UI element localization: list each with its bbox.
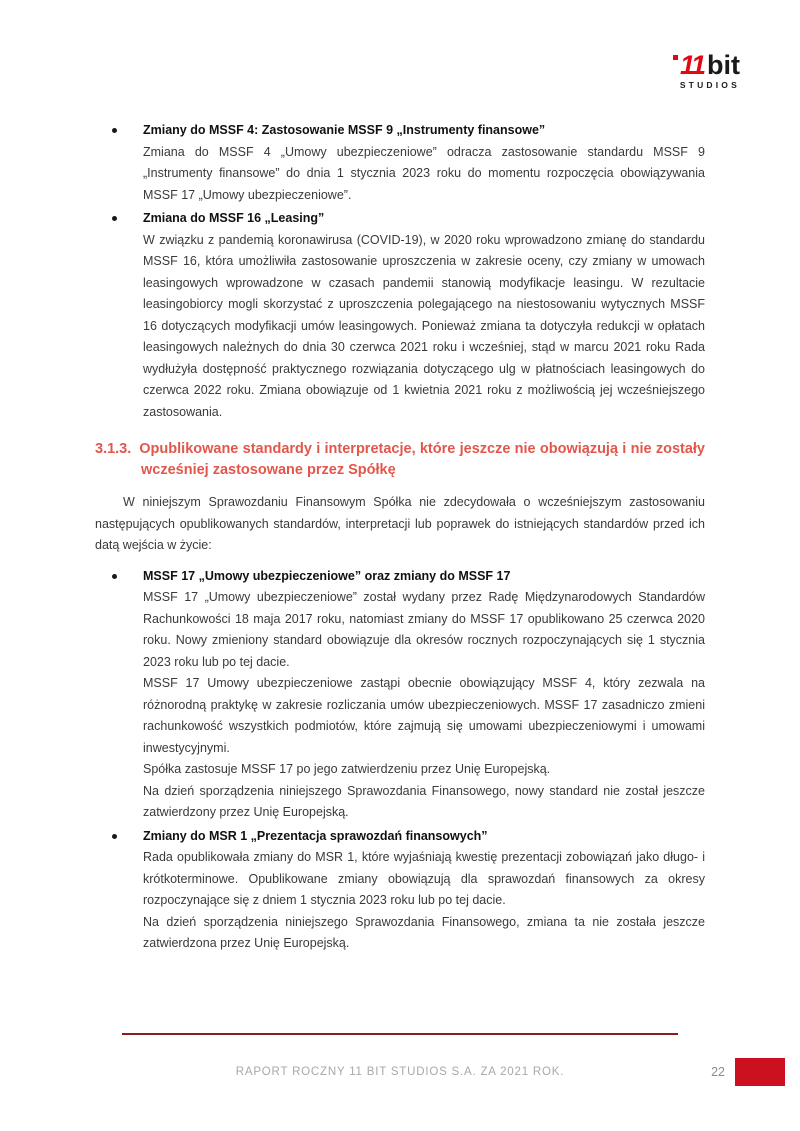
intro-paragraph: W niniejszym Sprawozdaniu Finansowym Spółka nie zdecydowała o wcześniejszym zastosowaniu następujących opublikowanych standardów, interpretacji lub poprawek do istniejących standardów przed ich datą wejścia w życie: (95, 495, 705, 552)
list-item (143, 120, 705, 206)
logo-studios-text: STUDIOS (679, 80, 740, 90)
list-item (143, 826, 705, 955)
section-title: Opublikowane standardy i interpretacje, które jeszcze nie obowiązują i nie zostały wcześniej zastosowane przez Spółkę (139, 441, 705, 478)
footer-row (0, 1057, 800, 1087)
logo-bit-text: bit (707, 50, 740, 80)
footer-accent-block (735, 1058, 785, 1086)
bullet-paragraph: Na dzień sporządzenia niniejszego Sprawozdania Finansowego, nowy standard nie został jeszcze zatwierdzony przez Unię Europejską. (143, 783, 705, 819)
bullet-title: Zmiany do MSSF 4: Zastosowanie MSSF 9 „Instrumenty finansowe” (143, 123, 546, 137)
section-heading (95, 439, 705, 481)
bullet-paragraph: Spółka zastosuje MSSF 17 po jego zatwierdzeniu przez Unię Europejską. (143, 762, 551, 776)
document-content (95, 120, 705, 957)
footer-divider (122, 1033, 678, 1035)
bullet-title: MSSF 17 „Umowy ubezpieczeniowe” oraz zmiany do MSSF 17 (143, 568, 511, 583)
list-item (143, 208, 705, 423)
bullet-paragraph: W związku z pandemią koronawirusa (COVID-19), w 2020 roku wprowadzono zmianę do standardu MSSF 16, która umożliwiła zastosowanie uproszczenia w zakresie oceny, czy zmiany w umowach leasingowych wprowadzone w czasach pandemii stanowią modyfikacje leasingu. W rezultacie leasingobiorcy mogli skorzystać z uproszczenia polegającego na niestosowaniu wytycznych MSSF 16 dotyczących modyfikacji umów leasingowych. Ponieważ zmiana ta dotyczyła redukcji w opłatach leasingowych należnych do dnia 30 czerwca 2021 roku i wcześniej, stąd w marcu 2021 roku Rada wydłużyła dostępność praktycznego rozwiązania dotyczącego ulg w płatnościach leasingowych do czerwca 2022 roku. Zmiana obowiązuje od 1 kwietnia 2021 roku z możliwością jej wcześniejszego zastosowania. (143, 232, 705, 419)
company-logo (673, 52, 740, 90)
logo-11-mark: 11 (673, 52, 704, 79)
list-item (143, 566, 705, 824)
bullet-paragraph: MSSF 17 „Umowy ubezpieczeniowe” został wydany przez Radę Międzynarodowych Standardów Rachunkowości 18 maja 2017 roku, natomiast zmiany do MSSF 17 opublikowano 25 czerwca 2020 roku. Nowy zmieniony standard obowiązuje dla okresów rocznych rozpoczynających się 1 stycznia 2023 roku lub po tej dacie. (143, 590, 705, 669)
bullet-list-top (95, 120, 705, 423)
page-number: 22 (711, 1065, 725, 1079)
bullet-paragraph: Rada opublikowała zmiany do MSR 1, które wyjaśniają kwestię prezentacji zobowiązań jako długo- i krótkoterminowe. Opublikowane zmiany obowiązują dla sprawozdań finansowych za okresy rozpoczynające się z dniem 1 stycznia 2023 roku lub po tej dacie. (143, 850, 705, 907)
bullet-title: Zmiana do MSSF 16 „Leasing” (143, 211, 325, 225)
logo-wordmark (673, 52, 740, 79)
section-number: 3.1.3. (95, 441, 132, 457)
bullet-paragraph: Zmiana do MSSF 4 „Umowy ubezpieczeniowe” odracza zastosowanie standardu MSSF 9 „Instrumenty finansowe” do dnia 1 stycznia 2023 roku do momentu rozpoczęcia obowiązywania MSSF 17 „Umowy ubezpieczeniowe”. (143, 144, 705, 202)
bullet-paragraph: MSSF 17 Umowy ubezpieczeniowe zastąpi obecnie obowiązujący MSSF 4, który zezwala na różnorodną praktykę w zakresie rozliczania umów ubezpieczeniowych. MSSF 17 zasadniczo zmieni rachunkowość wszystkich podmiotów, które zajmują się umowami ubezpieczeniowymi i umowami inwestycyjnymi. (143, 676, 705, 755)
page-footer (0, 1033, 800, 1087)
bullet-list-bottom (95, 566, 705, 955)
bullet-title: Zmiany do MSR 1 „Prezentacja sprawozdań finansowych” (143, 828, 488, 843)
bullet-paragraph: Na dzień sporządzenia niniejszego Sprawozdania Finansowego, zmiana ta nie została jeszcze zatwierdzona przez Unię Europejską. (143, 914, 705, 950)
footer-report-title: RAPORT ROCZNY 11 BIT STUDIOS S.A. ZA 2021 ROK. (235, 1066, 565, 1078)
